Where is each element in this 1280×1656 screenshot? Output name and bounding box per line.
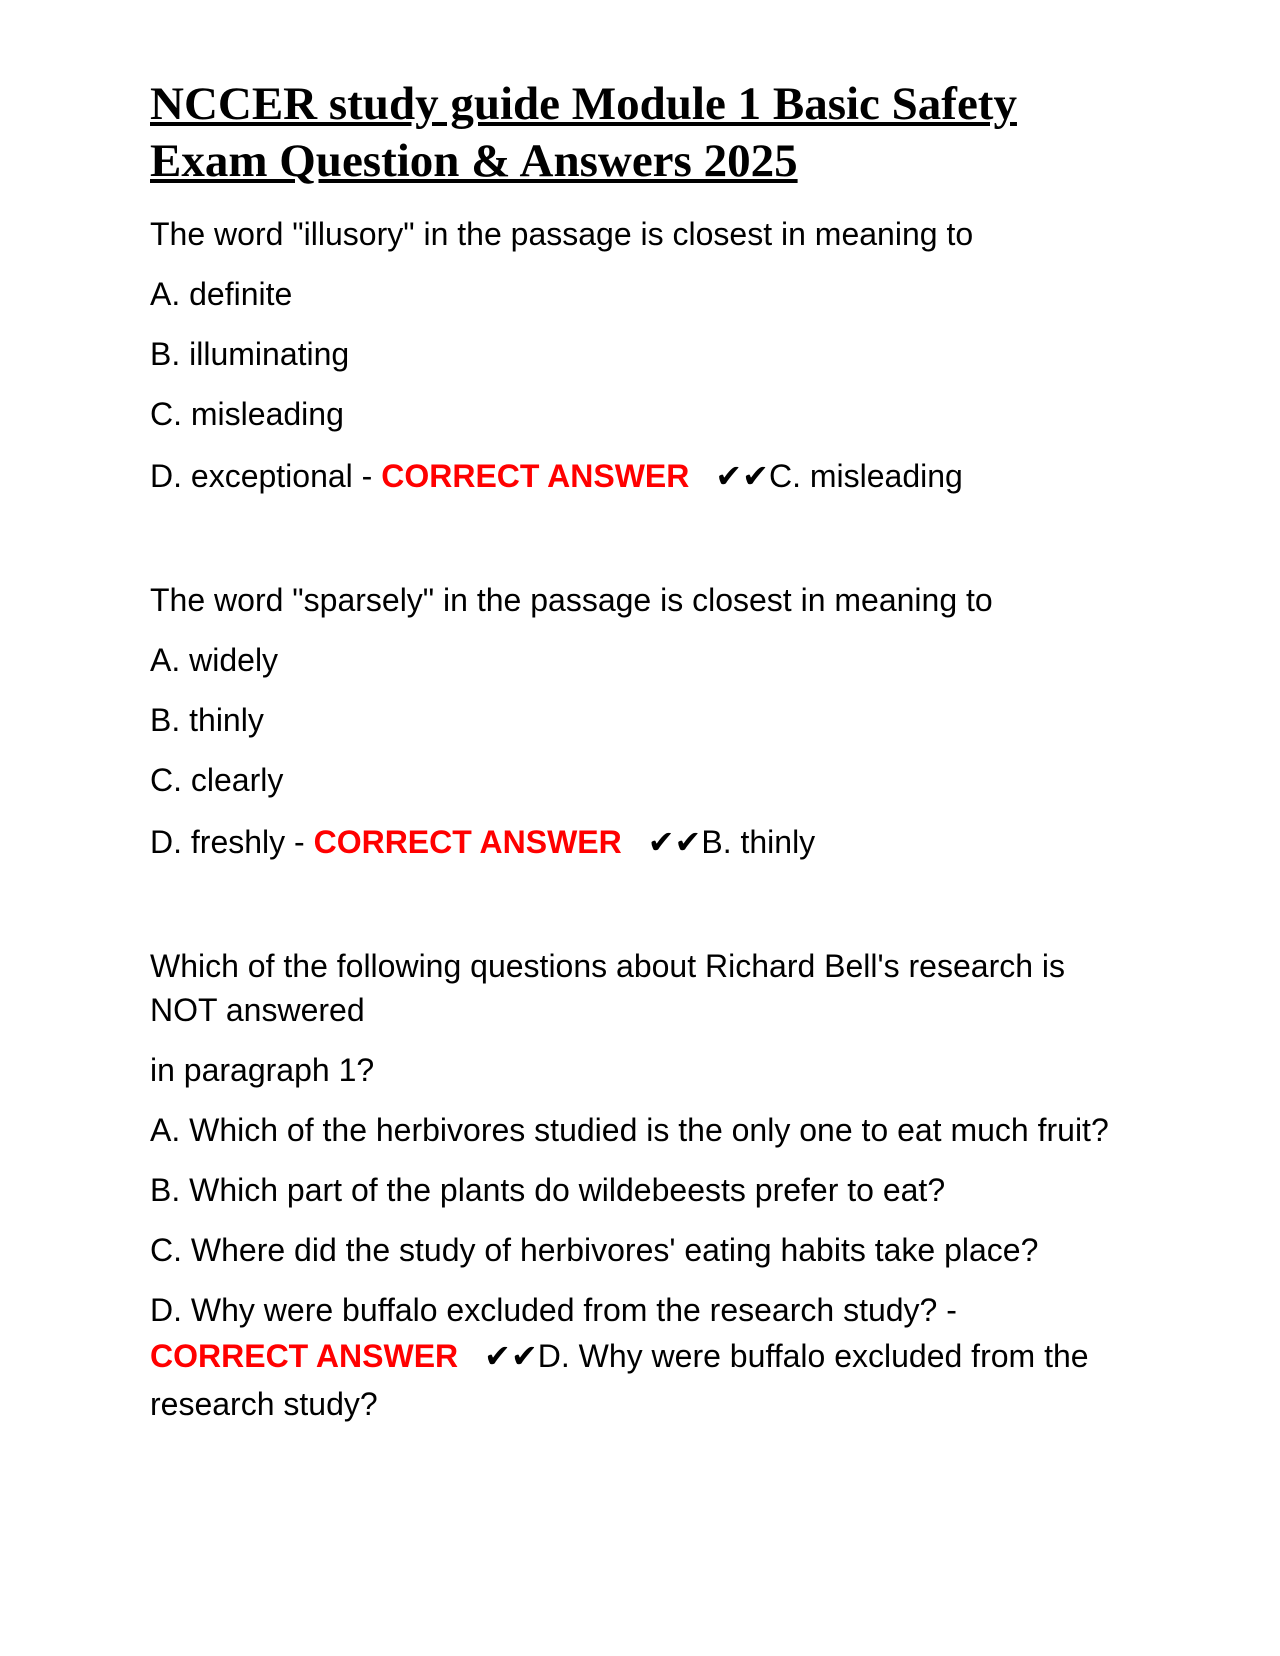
question-text: The word "sparsely" in the passage is closest in meaning to (150, 582, 993, 618)
question-block-3 (150, 944, 1130, 1428)
document-page (150, 76, 1130, 1428)
answer-text: D. Why were buffalo excluded from the research study? (150, 1338, 1089, 1422)
correct-answer-label: CORRECT ANSWER (313, 824, 622, 860)
option-d: D. Why were buffalo excluded from the research study? - (150, 1292, 957, 1328)
option-a: A. widely (150, 642, 279, 678)
correct-answer-label: CORRECT ANSWER (150, 1338, 459, 1374)
check-marks-icon: ✔✔ (484, 1338, 538, 1374)
question-block-2 (150, 578, 1130, 866)
document-title: NCCER study guide Module 1 Basic Safety Exam Question & Answers 2025 (150, 78, 1017, 187)
option-c: C. misleading (150, 396, 344, 432)
answer-line (150, 1332, 1130, 1428)
option-a: A. definite (150, 276, 293, 312)
check-marks-icon: ✔✔ (647, 824, 702, 860)
option-b: B. Which part of the plants do wildebeests prefer to eat? (150, 1172, 946, 1208)
option-d: D. exceptional - (150, 458, 382, 494)
answer-text: B. thinly (701, 824, 816, 860)
answer-text: C. misleading (768, 458, 963, 494)
option-c: C. clearly (150, 762, 284, 798)
option-c: C. Where did the study of herbivores' eating habits take place? (150, 1232, 1039, 1268)
question-text: The word "illusory" in the passage is closest in meaning to (150, 216, 974, 252)
question-text: Which of the following questions about Richard Bell's research is NOT answered (150, 948, 1066, 1028)
option-d-with-answer (150, 452, 1130, 500)
correct-answer-label: CORRECT ANSWER (381, 458, 690, 494)
option-d-with-answer (150, 818, 1130, 866)
check-marks-icon: ✔✔ (715, 458, 769, 494)
option-b: B. thinly (150, 702, 264, 738)
option-d: D. freshly - (150, 824, 314, 860)
question-text-continued: in paragraph 1? (150, 1052, 375, 1088)
option-b: B. illuminating (150, 336, 350, 372)
option-a: A. Which of the herbivores studied is the only one to eat much fruit? (150, 1112, 1109, 1148)
question-block-1 (150, 212, 1130, 500)
